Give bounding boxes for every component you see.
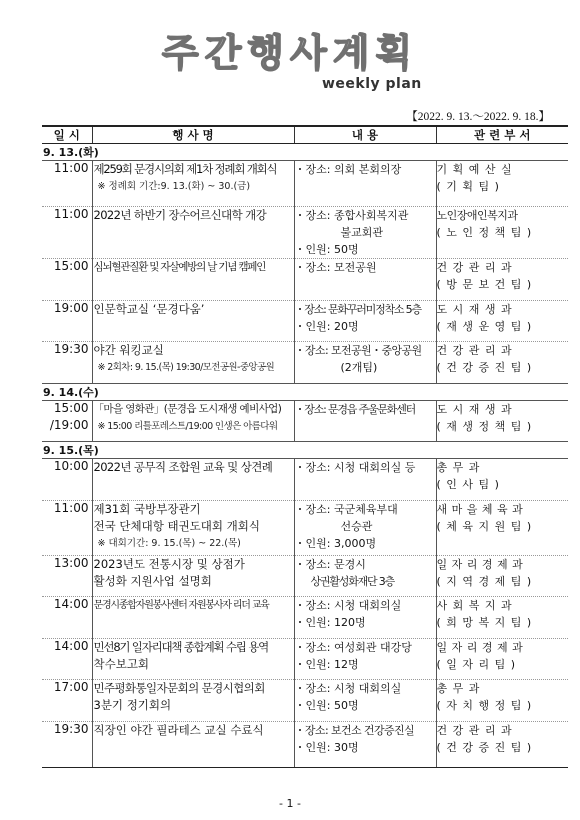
event-name-second-line: 전국 단체대항 태권도대회 개회식 bbox=[93, 519, 260, 533]
event-details bbox=[294, 639, 436, 680]
day-label: 9. 13.(화) bbox=[42, 144, 568, 161]
department-name: 새 마 을 체 육 과 bbox=[436, 503, 524, 516]
table-header-row bbox=[42, 126, 568, 144]
event-time: 14:00 bbox=[42, 597, 92, 639]
event-name: 인문학교실 ‘문경다움’ bbox=[93, 302, 205, 316]
event-time: 14:00 bbox=[42, 639, 92, 680]
event-name: 민선8기 일자리대책 종합계획 수립 용역 bbox=[93, 640, 268, 654]
detail-line: ・장소: 시청 대회의실 등 bbox=[294, 461, 416, 474]
department-name: 사 회 복 지 과 bbox=[436, 599, 513, 612]
team-name: ( 방 문 보 건 팀 ) bbox=[436, 278, 533, 291]
department-name: 도 시 재 생 과 bbox=[436, 403, 513, 416]
event-details bbox=[294, 342, 436, 384]
day-label: 9. 14.(수) bbox=[42, 384, 568, 401]
team-name: ( 노 인 정 책 팀 ) bbox=[436, 226, 533, 239]
event-time-second: /19:00 bbox=[49, 418, 89, 432]
event-name-cell bbox=[92, 597, 294, 639]
event-name-second-line: 착수보고회 bbox=[93, 657, 150, 671]
event-name-second-line: 활성화 지원사업 설명회 bbox=[93, 574, 212, 588]
event-department bbox=[436, 722, 568, 768]
detail-line: ・인원: 12명 bbox=[294, 658, 359, 671]
event-time: 13:00 bbox=[42, 556, 92, 597]
event-name-second-line: 3분기 정기회의 bbox=[93, 698, 172, 712]
page-title: 주간행사계획 bbox=[161, 31, 419, 75]
event-name-cell bbox=[92, 161, 294, 207]
event-department bbox=[436, 597, 568, 639]
event-name-cell bbox=[92, 680, 294, 722]
event-name: 2022년 공무직 조합원 교육 및 상견례 bbox=[93, 460, 273, 474]
event-name: 민주평화통일자문회의 문경시협의회 bbox=[93, 681, 265, 695]
day-row bbox=[42, 384, 568, 401]
event-department bbox=[436, 161, 568, 207]
day-label: 9. 15.(목) bbox=[42, 442, 568, 459]
event-time: 11:00 bbox=[42, 207, 92, 259]
event-department bbox=[436, 401, 568, 442]
detail-line: ・장소: 시청 대회의실 bbox=[294, 599, 402, 612]
table-row bbox=[42, 259, 568, 301]
department-name: 도 시 재 생 과 bbox=[436, 303, 513, 316]
event-name-cell bbox=[92, 501, 294, 556]
team-name: ( 기 획 팀 ) bbox=[436, 180, 500, 193]
department-name: 기 획 예 산 실 bbox=[436, 163, 513, 176]
column-header-department: 관 련 부 서 bbox=[436, 126, 568, 144]
event-department bbox=[436, 680, 568, 722]
event-department bbox=[436, 556, 568, 597]
table-row bbox=[42, 639, 568, 680]
detail-line: ・장소: 모전공원・중앙공원 bbox=[294, 344, 422, 357]
detail-line: ・장소: 보건소 건강증진실 bbox=[294, 724, 415, 737]
event-details bbox=[294, 597, 436, 639]
schedule-table bbox=[42, 125, 568, 768]
event-name: 야간 워킹교실 bbox=[93, 343, 164, 357]
event-name: 제31회 국방부장관기 bbox=[93, 502, 201, 516]
table-row bbox=[42, 301, 568, 342]
event-time: 15:00 bbox=[53, 401, 89, 415]
team-name: ( 지 역 경 제 팀 ) bbox=[436, 575, 533, 588]
detail-line: 선승관 bbox=[340, 520, 373, 533]
column-header-details: 내 용 bbox=[294, 126, 436, 144]
detail-line: ・장소: 종합사회복지관 bbox=[294, 209, 409, 222]
table-row bbox=[42, 680, 568, 722]
event-name: 제259회 문경시의회 제1차 정례회 개회식 bbox=[93, 162, 277, 176]
detail-line: ・인원: 3,000명 bbox=[294, 537, 377, 550]
detail-line: ・인원: 120명 bbox=[294, 616, 366, 629]
detail-line: 상권활성화재단 3층 bbox=[310, 575, 395, 588]
event-department bbox=[436, 259, 568, 301]
detail-line: ・인원: 50명 bbox=[294, 699, 359, 712]
event-details bbox=[294, 501, 436, 556]
event-name-cell bbox=[92, 301, 294, 342]
event-name-cell bbox=[92, 459, 294, 501]
detail-line: ・장소: 문화꾸러미정착소 5층 bbox=[294, 303, 421, 316]
table-row bbox=[42, 207, 568, 259]
event-name-cell bbox=[92, 401, 294, 442]
event-details bbox=[294, 207, 436, 259]
event-details bbox=[294, 680, 436, 722]
department-name: 일 자 리 경 제 과 bbox=[436, 558, 524, 571]
event-name-cell bbox=[92, 342, 294, 384]
event-time: 11:00 bbox=[42, 161, 92, 207]
day-row bbox=[42, 144, 568, 161]
table-row bbox=[42, 597, 568, 639]
detail-line: ・인원: 50명 bbox=[294, 243, 359, 256]
department-name: 건 강 관 리 과 bbox=[436, 724, 513, 737]
detail-line: ・장소: 모전공원 bbox=[294, 261, 377, 274]
detail-line: ・인원: 20명 bbox=[294, 320, 359, 333]
event-name-cell bbox=[92, 207, 294, 259]
team-name: ( 재 생 정 책 팀 ) bbox=[436, 420, 533, 433]
event-details bbox=[294, 259, 436, 301]
team-name: ( 체 육 지 원 팀 ) bbox=[436, 520, 533, 533]
event-details bbox=[294, 401, 436, 442]
department-name: 총 무 과 bbox=[436, 682, 481, 695]
event-name-cell bbox=[92, 259, 294, 301]
page-subtitle: weekly plan bbox=[322, 76, 422, 92]
column-header-datetime: 일 시 bbox=[42, 126, 92, 144]
event-details bbox=[294, 556, 436, 597]
detail-line: ・장소: 의회 본회의장 bbox=[294, 163, 402, 176]
event-note: ※ 정례회 기간:9. 13.(화) ~ 30.(금) bbox=[97, 181, 251, 192]
table-row bbox=[42, 501, 568, 556]
department-name: 건 강 관 리 과 bbox=[436, 261, 513, 274]
page-number: - 1 - bbox=[279, 797, 301, 810]
day-row bbox=[42, 442, 568, 459]
event-note: ※ 대회기간: 9. 15.(목) ~ 22.(목) bbox=[97, 538, 241, 549]
detail-line: 불교회관 bbox=[340, 226, 384, 239]
event-name: 2023년도 전통시장 및 상점가 bbox=[93, 557, 245, 571]
event-department bbox=[436, 501, 568, 556]
event-department bbox=[436, 301, 568, 342]
event-name-cell bbox=[92, 722, 294, 768]
detail-line: ・장소: 문경시 bbox=[294, 558, 366, 571]
event-time: 19:30 bbox=[42, 722, 92, 768]
detail-line: ・장소: 여성회관 대강당 bbox=[294, 641, 412, 654]
event-time: 15:00 bbox=[42, 259, 92, 301]
table-row bbox=[42, 342, 568, 384]
event-name: 문경시종합자원봉사센터 자원봉사자 리더 교육 bbox=[93, 600, 269, 611]
team-name: ( 일 자 리 팀 ) bbox=[436, 658, 517, 671]
event-details bbox=[294, 161, 436, 207]
team-name: ( 건 강 증 진 팀 ) bbox=[436, 361, 533, 374]
event-time: 11:00 bbox=[42, 501, 92, 556]
detail-line: ・장소: 국군체육부대 bbox=[294, 503, 398, 516]
schedule-period: 【2022. 9. 13.～2022. 9. 18.】 bbox=[406, 111, 550, 123]
table-row bbox=[42, 401, 568, 442]
team-name: ( 자 치 행 정 팀 ) bbox=[436, 699, 533, 712]
table-row bbox=[42, 722, 568, 768]
event-name: 심뇌혈관질환 및 자살예방의 날 기념 캠페인 bbox=[93, 261, 266, 273]
column-header-event: 행 사 명 bbox=[92, 126, 294, 144]
detail-line: ・장소: 시청 대회의실 bbox=[294, 682, 402, 695]
table-row bbox=[42, 161, 568, 207]
event-name-cell bbox=[92, 639, 294, 680]
event-department bbox=[436, 639, 568, 680]
event-details bbox=[294, 722, 436, 768]
detail-line: ・인원: 30명 bbox=[294, 741, 359, 754]
event-department bbox=[436, 207, 568, 259]
detail-line: (2개팀) bbox=[340, 361, 378, 374]
event-name: 2022년 하반기 장수어르신대학 개강 bbox=[93, 208, 267, 222]
department-name: 일 자 리 경 제 과 bbox=[436, 641, 524, 654]
event-name-cell bbox=[92, 556, 294, 597]
team-name: ( 건 강 증 진 팀 ) bbox=[436, 741, 533, 754]
event-time: 19:30 bbox=[42, 342, 92, 384]
event-time: 10:00 bbox=[42, 459, 92, 501]
event-details bbox=[294, 459, 436, 501]
event-time: 17:00 bbox=[42, 680, 92, 722]
event-name: 「마을 영화관」(문경읍 도시재생 예비사업) bbox=[93, 403, 282, 415]
department-name: 총 무 과 bbox=[436, 461, 481, 474]
event-department bbox=[436, 459, 568, 501]
team-name: ( 희 망 복 지 팀 ) bbox=[436, 616, 533, 629]
team-name: ( 인 사 팀 ) bbox=[436, 478, 500, 491]
department-name: 노인장애인복지과 bbox=[436, 209, 518, 222]
event-time-cell bbox=[42, 401, 92, 442]
table-row bbox=[42, 459, 568, 501]
event-note: ※ 2회차: 9. 15.(목) 19:30/모전공원-중앙공원 bbox=[97, 362, 275, 373]
event-note: ※ 15:00 리틀포레스트/19:00 인생은 아름다워 bbox=[97, 421, 278, 432]
event-department bbox=[436, 342, 568, 384]
event-details bbox=[294, 301, 436, 342]
event-name: 직장인 야간 필라테스 교실 수료식 bbox=[93, 723, 264, 737]
detail-line: ・장소: 문경읍 주울문화센터 bbox=[294, 403, 416, 416]
team-name: ( 재 생 운 영 팀 ) bbox=[436, 320, 533, 333]
table-row bbox=[42, 556, 568, 597]
department-name: 건 강 관 리 과 bbox=[436, 344, 513, 357]
event-time: 19:00 bbox=[42, 301, 92, 342]
